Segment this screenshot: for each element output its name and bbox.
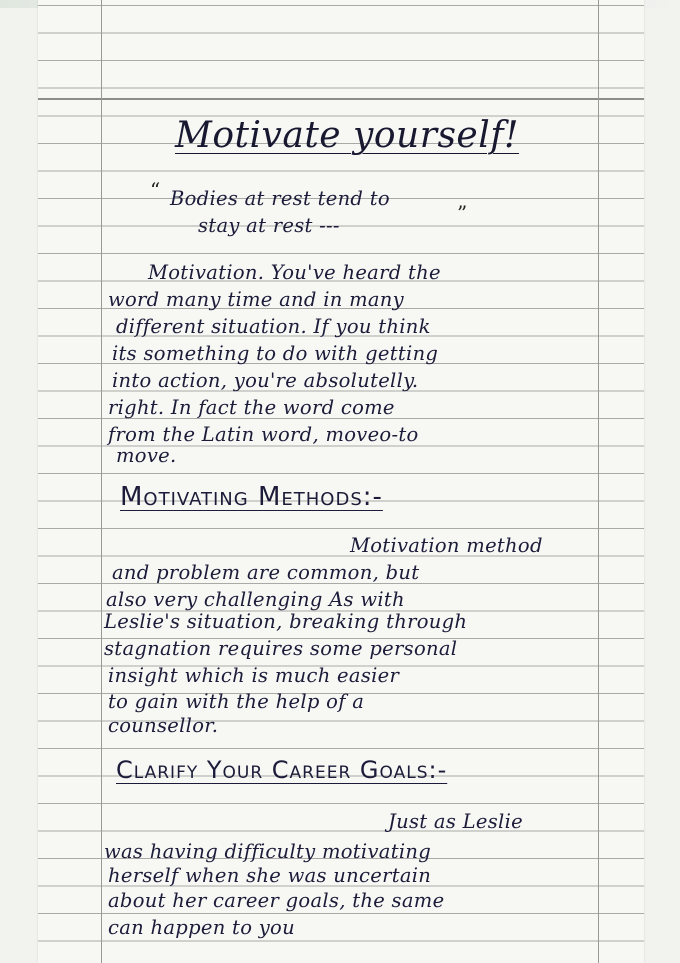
section3-line-4: about her career goals, the same — [108, 889, 445, 912]
section2-line-7: to gain with the help of a — [108, 690, 365, 713]
section2-line-3: also very challenging As with — [106, 588, 405, 611]
page-title: Motivate yourself! — [175, 115, 520, 156]
quote-open-mark: “ — [150, 178, 161, 202]
right-margin-rule — [598, 0, 599, 963]
section2-line-5: stagnation requires some personal — [104, 637, 458, 660]
section1-line-7: from the Latin word, moveo-to — [108, 423, 419, 446]
section1-line-2: word many time and in many — [108, 288, 404, 311]
left-margin-rule — [101, 0, 102, 963]
quote-line-1: Bodies at rest tend to — [170, 187, 390, 210]
section2-line-1: Motivation method — [350, 534, 543, 557]
section1-line-1: Motivation. You've heard the — [148, 261, 441, 284]
section3-line-2: was having difficulty motivating — [104, 840, 432, 863]
section2-line-4: Leslie's situation, breaking through — [104, 610, 468, 633]
section2-line-6: insight which is much easier — [108, 664, 400, 687]
section1-line-4: its something to do with getting — [112, 342, 439, 365]
section1-line-8: move. — [116, 444, 177, 467]
section2-line-8: counsellor. — [108, 714, 219, 737]
section3-line-3: herself when she was uncertain — [108, 864, 432, 887]
section1-line-5: into action, you're absolutelly. — [112, 369, 419, 392]
top-margin-rule — [38, 98, 644, 100]
section3-line-1: Just as Leslie — [388, 810, 523, 833]
section3-line-5: can happen to you — [108, 916, 295, 939]
quote-line-2: stay at rest --- — [198, 214, 340, 237]
section-heading-clarify-career-goals: Clarify Your Career Goals:- — [116, 756, 448, 784]
section1-line-3: different situation. If you think — [116, 315, 431, 338]
section1-line-6: right. In fact the word come — [108, 396, 395, 419]
section-heading-motivating-methods: Motivating Methods:- — [120, 482, 383, 512]
quote-close-mark: ” — [457, 201, 468, 225]
section2-line-2: and problem are common, but — [112, 561, 420, 584]
